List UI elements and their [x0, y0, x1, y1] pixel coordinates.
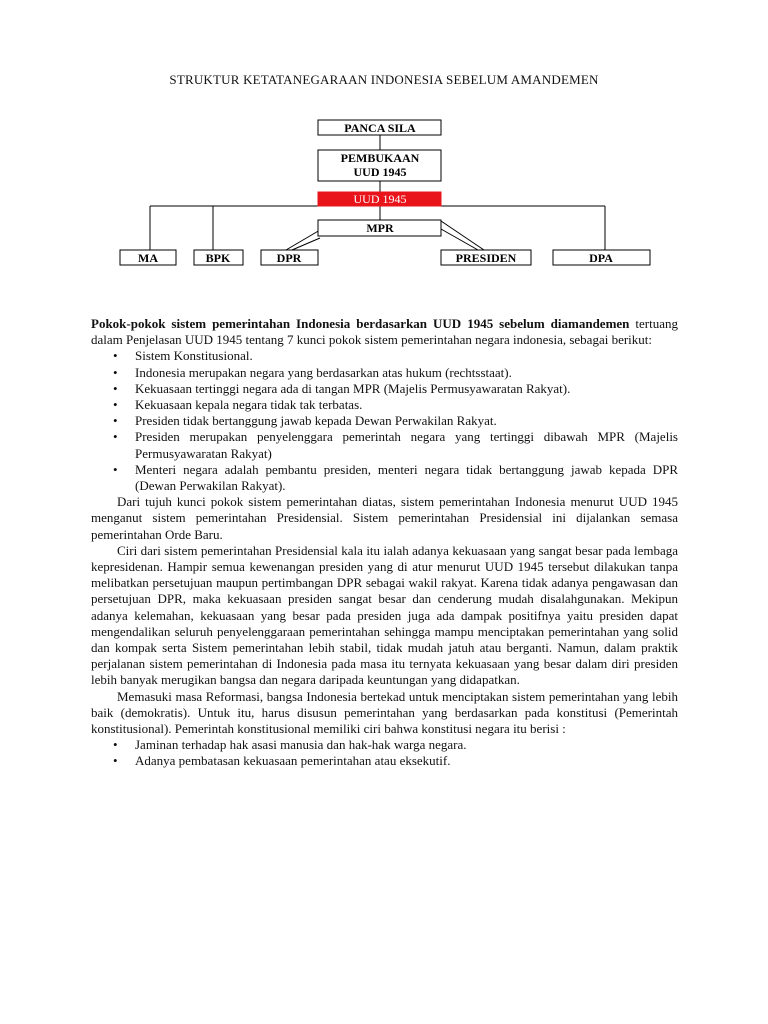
box-pancasila — [318, 120, 441, 135]
box-dpa — [553, 250, 650, 265]
intro-rest: tertuang dalam Penjelasan UUD 1945 tentang 7 kunci pokok sistem pemerintahan negara indonesia, sebagai berikut: — [91, 316, 679, 348]
bullet-icon: • — [113, 397, 118, 413]
bullet-icon: • — [113, 413, 118, 429]
box-pembukaan-label-2: UUD 1945 — [353, 165, 407, 179]
box-uud-label: UUD 1945 — [353, 192, 407, 206]
box-bpk-label: BPK — [205, 251, 231, 265]
box-dpa-label: DPA — [589, 251, 613, 265]
list-item: • Menteri negara adalah pembantu presiden, menteri negara tidak bertanggung jawab kepada DPR (Dewan Perwakilan Rakyat). — [113, 461, 678, 494]
box-dpr-label: DPR — [276, 251, 302, 265]
bullet-icon: • — [113, 380, 118, 396]
box-pembukaan — [318, 150, 441, 181]
list-item: • Indonesia merupakan negara yang berdasarkan atas hukum (rechtsstaat). — [113, 364, 512, 380]
bullet-icon: • — [113, 429, 118, 445]
line-mpr-presiden-b — [441, 229, 478, 250]
list-item: • Jaminan terhadap hak asasi manusia dan hak-hak warga negara. — [113, 737, 467, 753]
key-points-list — [91, 348, 678, 494]
line-mpr-presiden-a — [441, 221, 484, 250]
bullet-icon: • — [113, 364, 118, 380]
box-mpr-label: MPR — [366, 221, 394, 235]
paragraph-characteristics: Ciri dari sistem pemerintahan Presidensial kala itu ialah adanya kekuasaan yang sangat besar pada lembaga kepresidenan. Hampir semua kewenangan presiden yang di atur menurut UUD 1945 tersebut dilakukan tanpa melibatkan persetujuan maupun pertimbangan DPR sebagai wakil rakyat. Karena tidak adanya pengawasan dan persetujuan DPR, maka kekuasaan presiden sangat besar dan cenderung mudah disalahgunakan. Mekipun adanya kelemahan, kekuasaan yang besar pada presiden juga ada dampak positifnya yaitu presiden dapat mengendalikan seluruh penyelenggaraan pemerintahan sehingga mampu menciptakan pemerintahan yang solid dan kompak serta Sistem pemerintahan lebih stabil, tidak mudah jatuh atau berganti. Namun, dalam praktik perjalanan sistem pemerintahan di Indonesia pada masa itu ternyata kekuasaan yang besar dalam diri presiden lebih banyak merugikan bangsa dan negara daripada keuntungan yang didapatkan. — [91, 542, 678, 688]
box-presiden-label: PRESIDEN — [455, 251, 517, 265]
box-pembukaan-label-1: PEMBUKAAN — [340, 151, 420, 165]
org-chart — [0, 0, 768, 300]
box-ma-label: MA — [138, 251, 158, 265]
box-ma — [120, 250, 176, 265]
list-item: • Kekuasaan kepala negara tidak tak terbatas. — [113, 397, 363, 413]
box-dpr — [261, 250, 318, 265]
paragraph-presidential: Dari tujuh kunci pokok sistem pemerintahan diatas, sistem pemerintahan Indonesia menurut UUD 1945 menganut sistem pemerintahan Presidensial. Sistem pemerintahan Presidensial ini dijalankan semasa pemerintahan Orde Baru. — [91, 494, 678, 542]
intro-paragraph — [91, 316, 678, 348]
box-uud — [318, 192, 441, 206]
box-pancasila-label: PANCA SILA — [344, 121, 416, 135]
paragraph-reformasi: Memasuki masa Reformasi, bangsa Indonesia bertekad untuk menciptakan sistem pemerintahan yang lebih baik (demokratis). Untuk itu, harus disusun pemerintahan yang berdasarkan pada konstitusi (Pemerintah konstitusional). Pemerintah konstitusional memiliki ciri bahwa konstitusi negara itu berisi : — [91, 688, 678, 737]
list-item: • Adanya pembatasan kekuasaan pemerintahan atau eksekutif. — [113, 753, 451, 769]
list-item: • Kekuasaan tertinggi negara ada di tangan MPR (Majelis Permusyawaratan Rakyat). — [113, 380, 571, 396]
body-text — [91, 316, 678, 770]
box-mpr — [318, 220, 441, 236]
intro-bold: Pokok-pokok sistem pemerintahan Indonesia berdasarkan UUD 1945 sebelum diamandemen — [91, 316, 630, 331]
page-title: STRUKTUR KETATANEGARAAN INDONESIA SEBELUM AMANDEMEN — [169, 72, 599, 87]
list-item: • Sistem Konstitusional. — [113, 348, 253, 364]
box-presiden — [441, 250, 531, 265]
list-item: • Presiden merupakan penyelenggara pemerintah negara yang tertinggi dibawah MPR (Majelis Permusyawaratan Rakyat) — [113, 429, 678, 461]
bullet-icon: • — [113, 737, 118, 753]
box-bpk — [194, 250, 243, 265]
constitution-points-list — [91, 737, 678, 769]
bullet-icon: • — [113, 461, 118, 477]
bullet-icon: • — [113, 753, 118, 769]
bullet-icon: • — [113, 348, 118, 364]
list-item: • Presiden tidak bertanggung jawab kepada Dewan Perwakilan Rakyat. — [113, 413, 497, 429]
